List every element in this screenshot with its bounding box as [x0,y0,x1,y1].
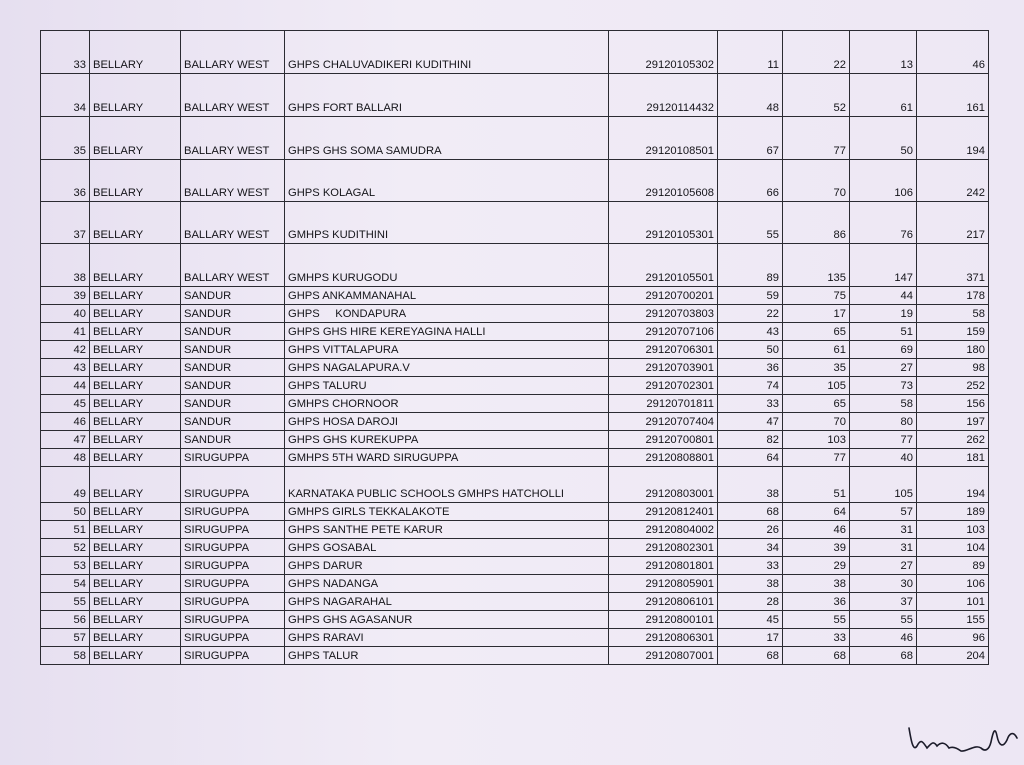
count-2-cell: 36 [783,593,850,611]
table-row [41,359,989,377]
table-row [41,431,989,449]
table-row [41,593,989,611]
count-3-cell: 68 [850,647,917,665]
block-cell: SANDUR [181,377,285,395]
school-name-cell: GMHPS KUDITHINI [285,202,609,244]
table-row [41,202,989,244]
table-row [41,305,989,323]
table-row [41,467,989,503]
block-cell: SIRUGUPPA [181,467,285,503]
block-cell: BALLARY WEST [181,202,285,244]
count-1-cell: 64 [718,449,783,467]
count-2-cell: 105 [783,377,850,395]
table-row [41,160,989,202]
count-2-cell: 33 [783,629,850,647]
udise-code-cell: 29120805901 [609,575,718,593]
district-cell: BELLARY [90,539,181,557]
udise-code-cell: 29120703803 [609,305,718,323]
table-row [41,413,989,431]
count-3-cell: 76 [850,202,917,244]
count-3-cell: 40 [850,449,917,467]
school-name-cell: GHPS GHS AGASANUR [285,611,609,629]
udise-code-cell: 29120114432 [609,74,718,117]
count-2-cell: 65 [783,395,850,413]
block-cell: BALLARY WEST [181,117,285,160]
district-cell: BELLARY [90,611,181,629]
udise-code-cell: 29120802301 [609,539,718,557]
count-1-cell: 82 [718,431,783,449]
count-1-cell: 67 [718,117,783,160]
count-1-cell: 55 [718,202,783,244]
table-row [41,31,989,74]
total-cell: 197 [917,413,989,431]
serial-number-cell: 35 [41,117,90,160]
total-cell: 217 [917,202,989,244]
table-row [41,557,989,575]
total-cell: 104 [917,539,989,557]
school-name-cell: GHPS NAGARAHAL [285,593,609,611]
block-cell: SIRUGUPPA [181,557,285,575]
school-name-cell: GHPS NAGALAPURA.V [285,359,609,377]
udise-code-cell: 29120108501 [609,117,718,160]
udise-code-cell: 29120800101 [609,611,718,629]
udise-code-cell: 29120700201 [609,287,718,305]
serial-number-cell: 47 [41,431,90,449]
district-cell: BELLARY [90,503,181,521]
serial-number-cell: 39 [41,287,90,305]
count-1-cell: 74 [718,377,783,395]
count-2-cell: 75 [783,287,850,305]
serial-number-cell: 55 [41,593,90,611]
school-name-cell: GHPS TALURU [285,377,609,395]
block-cell: SANDUR [181,413,285,431]
district-cell: BELLARY [90,593,181,611]
serial-number-cell: 45 [41,395,90,413]
school-name-cell: GHPS VITTALAPURA [285,341,609,359]
school-name-cell: GHPS SANTHE PETE KARUR [285,521,609,539]
udise-code-cell: 29120803001 [609,467,718,503]
block-cell: BALLARY WEST [181,74,285,117]
count-1-cell: 38 [718,467,783,503]
total-cell: 96 [917,629,989,647]
district-cell: BELLARY [90,629,181,647]
count-2-cell: 17 [783,305,850,323]
signature-icon [905,718,1020,758]
total-cell: 103 [917,521,989,539]
table-row [41,244,989,287]
count-3-cell: 58 [850,395,917,413]
count-1-cell: 45 [718,611,783,629]
district-cell: BELLARY [90,557,181,575]
school-name-cell: GMHPS GIRLS TEKKALAKOTE [285,503,609,521]
count-3-cell: 51 [850,323,917,341]
total-cell: 194 [917,467,989,503]
count-1-cell: 17 [718,629,783,647]
table-row [41,521,989,539]
serial-number-cell: 34 [41,74,90,117]
district-cell: BELLARY [90,449,181,467]
school-name-cell: GHPS KONDAPURA [285,305,609,323]
count-2-cell: 55 [783,611,850,629]
school-name-cell: GHPS ANKAMMANAHAL [285,287,609,305]
school-name-cell: GHPS CHALUVADIKERI KUDITHINI [285,31,609,74]
block-cell: SANDUR [181,359,285,377]
block-cell: SIRUGUPPA [181,611,285,629]
block-cell: SANDUR [181,431,285,449]
count-1-cell: 26 [718,521,783,539]
school-name-cell: GHPS GHS SOMA SAMUDRA [285,117,609,160]
block-cell: SIRUGUPPA [181,647,285,665]
school-name-cell: GHPS GHS HIRE KEREYAGINA HALLI [285,323,609,341]
total-cell: 161 [917,74,989,117]
count-2-cell: 77 [783,117,850,160]
block-cell: BALLARY WEST [181,31,285,74]
serial-number-cell: 46 [41,413,90,431]
udise-code-cell: 29120707106 [609,323,718,341]
district-cell: BELLARY [90,395,181,413]
udise-code-cell: 29120701811 [609,395,718,413]
school-name-cell: KARNATAKA PUBLIC SCHOOLS GMHPS HATCHOLLI [285,467,609,503]
count-3-cell: 27 [850,557,917,575]
block-cell: SANDUR [181,287,285,305]
count-1-cell: 89 [718,244,783,287]
block-cell: SANDUR [181,323,285,341]
serial-number-cell: 33 [41,31,90,74]
serial-number-cell: 53 [41,557,90,575]
block-cell: SANDUR [181,341,285,359]
udise-code-cell: 29120702301 [609,377,718,395]
district-cell: BELLARY [90,323,181,341]
total-cell: 189 [917,503,989,521]
school-name-cell: GMHPS 5TH WARD SIRUGUPPA [285,449,609,467]
district-cell: BELLARY [90,287,181,305]
udise-code-cell: 29120806101 [609,593,718,611]
district-cell: BELLARY [90,74,181,117]
total-cell: 242 [917,160,989,202]
district-cell: BELLARY [90,431,181,449]
count-1-cell: 68 [718,503,783,521]
total-cell: 101 [917,593,989,611]
count-1-cell: 59 [718,287,783,305]
block-cell: SIRUGUPPA [181,593,285,611]
serial-number-cell: 38 [41,244,90,287]
total-cell: 46 [917,31,989,74]
count-3-cell: 77 [850,431,917,449]
serial-number-cell: 37 [41,202,90,244]
udise-code-cell: 29120105608 [609,160,718,202]
school-name-cell: GHPS GOSABAL [285,539,609,557]
udise-code-cell: 29120105301 [609,202,718,244]
udise-code-cell: 29120105501 [609,244,718,287]
count-1-cell: 28 [718,593,783,611]
district-cell: BELLARY [90,647,181,665]
total-cell: 204 [917,647,989,665]
count-1-cell: 34 [718,539,783,557]
count-2-cell: 135 [783,244,850,287]
serial-number-cell: 36 [41,160,90,202]
school-name-cell: GHPS DARUR [285,557,609,575]
block-cell: SIRUGUPPA [181,503,285,521]
total-cell: 262 [917,431,989,449]
count-1-cell: 22 [718,305,783,323]
count-2-cell: 103 [783,431,850,449]
count-3-cell: 105 [850,467,917,503]
serial-number-cell: 51 [41,521,90,539]
serial-number-cell: 54 [41,575,90,593]
table-row [41,449,989,467]
table-row [41,323,989,341]
count-3-cell: 50 [850,117,917,160]
count-3-cell: 31 [850,539,917,557]
total-cell: 155 [917,611,989,629]
school-name-cell: GHPS RARAVI [285,629,609,647]
serial-number-cell: 41 [41,323,90,341]
udise-code-cell: 29120801801 [609,557,718,575]
count-1-cell: 43 [718,323,783,341]
total-cell: 371 [917,244,989,287]
block-cell: SANDUR [181,305,285,323]
district-cell: BELLARY [90,575,181,593]
count-1-cell: 48 [718,74,783,117]
total-cell: 106 [917,575,989,593]
count-2-cell: 64 [783,503,850,521]
count-1-cell: 33 [718,395,783,413]
count-3-cell: 73 [850,377,917,395]
udise-code-cell: 29120707404 [609,413,718,431]
serial-number-cell: 49 [41,467,90,503]
count-3-cell: 69 [850,341,917,359]
block-cell: BALLARY WEST [181,244,285,287]
district-cell: BELLARY [90,377,181,395]
district-cell: BELLARY [90,31,181,74]
count-3-cell: 61 [850,74,917,117]
table-row [41,287,989,305]
table-row [41,341,989,359]
serial-number-cell: 40 [41,305,90,323]
count-2-cell: 22 [783,31,850,74]
count-1-cell: 66 [718,160,783,202]
table-body [41,31,989,665]
count-2-cell: 29 [783,557,850,575]
table-row [41,647,989,665]
count-2-cell: 46 [783,521,850,539]
count-2-cell: 70 [783,160,850,202]
school-name-cell: GHPS FORT BALLARI [285,74,609,117]
school-name-cell: GHPS NADANGA [285,575,609,593]
district-cell: BELLARY [90,341,181,359]
total-cell: 89 [917,557,989,575]
udise-code-cell: 29120700801 [609,431,718,449]
udise-code-cell: 29120808801 [609,449,718,467]
block-cell: SANDUR [181,395,285,413]
serial-number-cell: 57 [41,629,90,647]
table-row [41,377,989,395]
count-3-cell: 30 [850,575,917,593]
count-3-cell: 55 [850,611,917,629]
serial-number-cell: 44 [41,377,90,395]
total-cell: 156 [917,395,989,413]
count-2-cell: 61 [783,341,850,359]
serial-number-cell: 52 [41,539,90,557]
count-3-cell: 80 [850,413,917,431]
udise-code-cell: 29120807001 [609,647,718,665]
count-3-cell: 44 [850,287,917,305]
district-cell: BELLARY [90,202,181,244]
school-enrollment-table [40,30,989,665]
serial-number-cell: 43 [41,359,90,377]
block-cell: SIRUGUPPA [181,449,285,467]
block-cell: BALLARY WEST [181,160,285,202]
table-row [41,395,989,413]
school-name-cell: GMHPS KURUGODU [285,244,609,287]
total-cell: 181 [917,449,989,467]
total-cell: 252 [917,377,989,395]
udise-code-cell: 29120812401 [609,503,718,521]
school-name-cell: GMHPS CHORNOOR [285,395,609,413]
district-cell: BELLARY [90,413,181,431]
count-3-cell: 13 [850,31,917,74]
block-cell: SIRUGUPPA [181,575,285,593]
serial-number-cell: 56 [41,611,90,629]
total-cell: 98 [917,359,989,377]
district-cell: BELLARY [90,117,181,160]
udise-code-cell: 29120105302 [609,31,718,74]
count-1-cell: 68 [718,647,783,665]
table-row [41,74,989,117]
serial-number-cell: 50 [41,503,90,521]
count-2-cell: 52 [783,74,850,117]
school-name-cell: GHPS GHS KUREKUPPA [285,431,609,449]
table-row [41,611,989,629]
count-3-cell: 106 [850,160,917,202]
udise-code-cell: 29120706301 [609,341,718,359]
count-2-cell: 77 [783,449,850,467]
block-cell: SIRUGUPPA [181,521,285,539]
total-cell: 178 [917,287,989,305]
count-2-cell: 86 [783,202,850,244]
count-2-cell: 51 [783,467,850,503]
school-name-cell: GHPS KOLAGAL [285,160,609,202]
table-row [41,629,989,647]
count-1-cell: 36 [718,359,783,377]
table-row [41,117,989,160]
table-row [41,575,989,593]
count-3-cell: 27 [850,359,917,377]
table-row [41,503,989,521]
udise-code-cell: 29120703901 [609,359,718,377]
count-2-cell: 38 [783,575,850,593]
count-2-cell: 65 [783,323,850,341]
district-cell: BELLARY [90,467,181,503]
count-1-cell: 38 [718,575,783,593]
count-2-cell: 35 [783,359,850,377]
total-cell: 159 [917,323,989,341]
count-2-cell: 68 [783,647,850,665]
serial-number-cell: 58 [41,647,90,665]
total-cell: 58 [917,305,989,323]
count-3-cell: 31 [850,521,917,539]
count-1-cell: 50 [718,341,783,359]
count-1-cell: 47 [718,413,783,431]
count-1-cell: 33 [718,557,783,575]
block-cell: SIRUGUPPA [181,629,285,647]
count-2-cell: 70 [783,413,850,431]
block-cell: SIRUGUPPA [181,539,285,557]
total-cell: 180 [917,341,989,359]
table-row [41,539,989,557]
count-3-cell: 19 [850,305,917,323]
total-cell: 194 [917,117,989,160]
district-cell: BELLARY [90,244,181,287]
district-cell: BELLARY [90,521,181,539]
school-name-cell: GHPS TALUR [285,647,609,665]
district-cell: BELLARY [90,160,181,202]
district-cell: BELLARY [90,359,181,377]
count-2-cell: 39 [783,539,850,557]
udise-code-cell: 29120806301 [609,629,718,647]
count-3-cell: 37 [850,593,917,611]
udise-code-cell: 29120804002 [609,521,718,539]
count-3-cell: 57 [850,503,917,521]
district-cell: BELLARY [90,305,181,323]
count-1-cell: 11 [718,31,783,74]
count-3-cell: 147 [850,244,917,287]
count-3-cell: 46 [850,629,917,647]
school-name-cell: GHPS HOSA DAROJI [285,413,609,431]
serial-number-cell: 48 [41,449,90,467]
serial-number-cell: 42 [41,341,90,359]
